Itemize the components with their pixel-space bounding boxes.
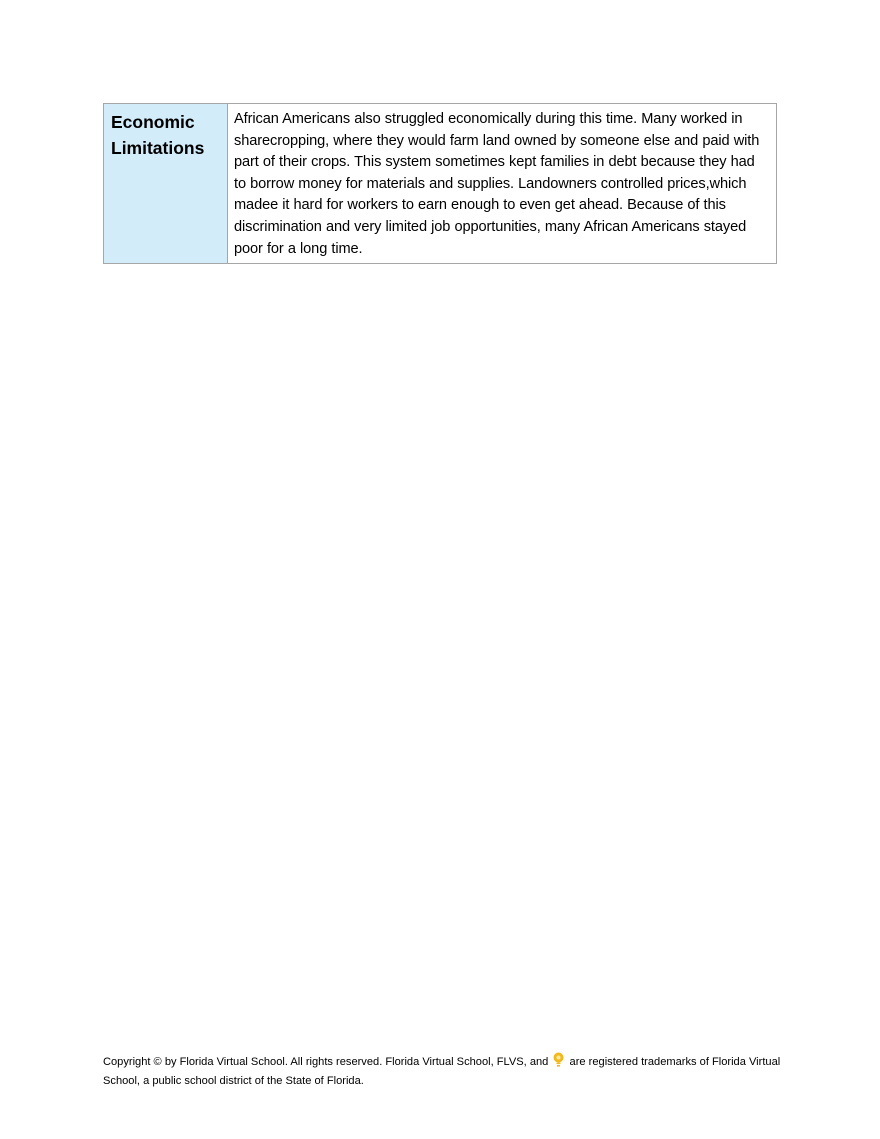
term-label: Economic Limitations <box>111 112 205 158</box>
flvs-lightbulb-icon <box>552 1052 565 1068</box>
content-table <box>103 103 777 264</box>
copyright-footer <box>103 1052 793 1091</box>
term-cell <box>104 104 228 264</box>
copyright-text-end: are registered trademarks of Florida Virtual School, a public school district of the State of Florida. <box>103 1056 781 1087</box>
table-row <box>104 104 777 264</box>
description-cell <box>228 104 777 264</box>
description-text: African Americans also struggled economically during this time. Many worked in sharecropping, where they would farm land owned by someone else and paid with part of their crops. This system sometimes kept families in debt because they had to borrow money for materials and supplies. Landowners controlled prices,which madee it hard for workers to earn enough to even get ahead. Because of this discrimination and very limited job opportunities, many African Americans stayed poor for a long time. <box>234 111 760 257</box>
copyright-text-start: Copyright © by Florida Virtual School. All rights reserved. Florida Virtual School, FLVS, and <box>103 1056 549 1068</box>
